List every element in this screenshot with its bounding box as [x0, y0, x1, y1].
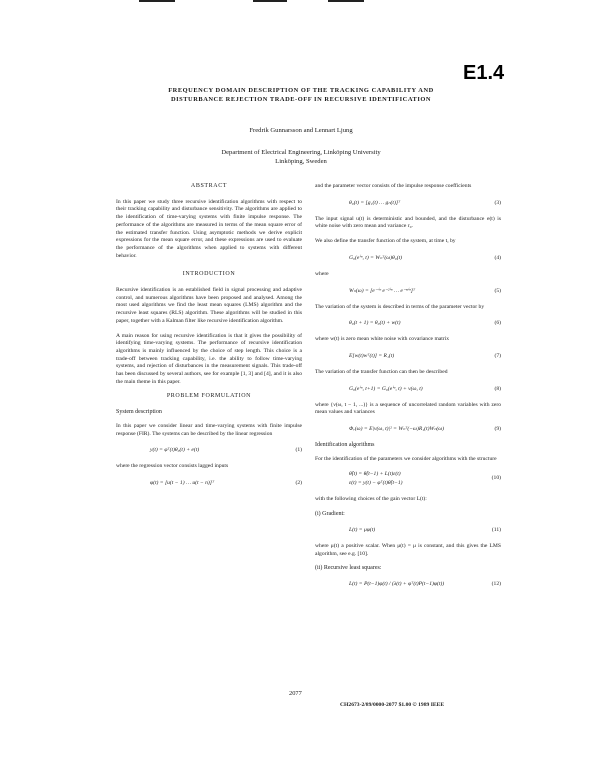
right-column: [315, 183, 501, 597]
right-paragraph-4: where: [315, 270, 329, 277]
equation-9: [315, 424, 501, 436]
right-paragraph-5: The variation of the system is described in terms of the parameter vector by: [315, 303, 485, 310]
equation-2: [116, 478, 302, 490]
equation-10-number: (10): [491, 475, 501, 482]
system-description-heading: System description: [116, 409, 162, 416]
gradient-heading: (i) Gradient:: [315, 511, 345, 518]
session-code: E1.4: [463, 62, 505, 84]
right-paragraph-8: where {ν(ω, t − 1, ...)} is a sequence of uncorrelated random variables with zero mean values and variances: [315, 401, 501, 416]
equation-8-body: G₀(eⁱʷ, t+1) = G₀(eⁱʷ, t) + ν(ω, t): [349, 385, 423, 392]
top-rule-left: [139, 0, 175, 2]
equation-1-number: (1): [295, 447, 302, 454]
problem-heading: PROBLEM FORMULATION: [166, 393, 252, 400]
right-paragraph-6: where w(t) is zero mean white noise with covariance matrix: [315, 336, 450, 343]
equation-10b-body: ε(t) = y(t) − φᵀ(t)θ̂(t−1): [349, 480, 403, 487]
equation-12: [315, 579, 501, 591]
right-paragraph-2: The input signal u(t) is deterministic and bounded, and the disturbance e(t) is white noise with zero mean and variance r₀.: [315, 215, 501, 230]
right-paragraph-9: For the identification of the parameters we consider algorithms with the structure: [315, 455, 497, 462]
algorithms-heading: Identification algorithms: [315, 442, 375, 449]
affiliation-line-1: Department of Electrical Engineering, Linköping University: [221, 149, 381, 156]
equation-8: [315, 384, 501, 396]
equation-11: [315, 525, 501, 537]
equation-5-number: (5): [494, 287, 501, 294]
equation-12-number: (12): [491, 580, 501, 587]
page-number: 2077: [289, 690, 302, 697]
affiliation: [120, 148, 482, 166]
equation-7-body: E[w(t)wᵀ(t)] = R₁(t): [349, 352, 395, 359]
top-rule-mid: [253, 0, 287, 2]
right-paragraph-10: with the following choices of the gain vector L(t):: [315, 496, 427, 503]
equation-10: [315, 470, 501, 490]
authors: Fredrik Gunnarsson and Lennart Ljung: [249, 127, 353, 134]
title-line-2: DISTURBANCE REJECTION TRADE-OFF IN RECURSIVE IDENTIFICATION: [170, 96, 432, 103]
abstract-heading: ABSTRACT: [190, 183, 228, 189]
affiliation-line-2: Linköping, Sweden: [275, 158, 327, 165]
introduction-heading: INTRODUCTION: [182, 271, 236, 278]
equation-5-body: Wₙ(ω) = [e⁻ⁱʷ e⁻²ⁱʷ … e⁻ⁿⁱʷ]ᵀ: [349, 287, 416, 294]
equation-9-body: Φᵥ(ω) = E|ν(ω, t)|² = Wₙᵀ(−ω)R₁(t)Wₙ(ω): [349, 426, 445, 433]
equation-4-number: (4): [494, 254, 501, 261]
equation-2-body: φ(t) = [u(t − 1) … u(t − n)]ᵀ: [150, 479, 215, 486]
equation-7: [315, 351, 501, 363]
intro-paragraph-2: A main reason for using recursive identification is that it gives the possibility of identifying time-varying systems. The performance of recursive identification algorithms is mainly influenced by the choice of step length. This choice is a trade-off between tracking capability, i.e. the ability to follow time-varying systems, and rejection of disturbances in the measurement signals. This trade-off has been discussed by several authors, see for example [1, 3] and [4], and it is also the main theme in this paper.: [116, 332, 302, 385]
system-paragraph-1: In this paper we consider linear and time-varying systems with finite impulse response (FIR). The systems can be described by the linear regression: [116, 422, 302, 437]
equation-9-number: (9): [494, 426, 501, 433]
equation-8-number: (8): [494, 385, 501, 392]
intro-paragraph-1: Recursive identification is an established field in signal processing and adaptive control, and numerous algorithms have been proposed and analysed. Among the most used algorithms we find the least mean squares (LMS) algorithm and the recursive least squares (RLS) algorithm. These algorithms will be studied in this paper, together with a Kalman filter like recursive identification algorithm.: [116, 287, 302, 324]
equation-11-body: L(t) = μφ(t): [349, 526, 376, 533]
equation-4-body: G₀(eⁱʷ, t) = Wₙᵀ(ω)θ₀(t): [349, 254, 402, 261]
system-paragraph-2: where the regression vector consists lagged inputs: [116, 463, 229, 470]
paper-title: [120, 86, 482, 104]
rls-heading: (ii) Recursive least squares:: [315, 565, 382, 572]
equation-3-body: θ₀(t) = [g₁(t) … gₙ(t)]ᵀ: [349, 199, 401, 206]
equation-3-number: (3): [494, 199, 501, 206]
equation-12-body: L(t) = P(t−1)φ(t) / (λ(t) + φᵀ(t)P(t−1)φ(t)): [349, 580, 445, 587]
right-paragraph-3: We also define the transfer function of the system, at time t, by: [315, 238, 456, 245]
title-line-1: FREQUENCY DOMAIN DESCRIPTION OF THE TRACKING CAPABILITY AND: [168, 87, 434, 94]
equation-11-number: (11): [491, 526, 501, 533]
equation-5: [315, 286, 501, 298]
equation-1-body: y(t) = φᵀ(t)θ₀(t) + e(t): [150, 447, 200, 454]
copyright-line: CH2673-2/89/0000-2077 $1.00 © 1989 IEEE: [340, 702, 445, 708]
abstract-text: In this paper we study three recursive identification algorithms with respect to their tracking capability and disturbance sensitivity. The algorithms are applied to the identification of time-varying systems with finite impulse response. The performance of the algorithms are measured in terms of the mean square error of the estimated transfer function. Using asymptotic methods we derive explicit expressions for the mean square error, and these expressions are used to evaluate the performance of the algorithms when applied to systems with different behavior.: [116, 198, 302, 259]
equation-1: [116, 445, 302, 457]
right-paragraph-11: where μ(t) a positive scalar. When μ(t) = μ is constant, and this gives the LMS algorithm, see e.g. [10].: [315, 542, 501, 557]
equation-6-number: (6): [494, 320, 501, 327]
equation-6-body: θ₀(t + 1) = θ₀(t) + w(t): [349, 320, 401, 327]
left-column: [116, 183, 302, 496]
equation-6: [315, 318, 501, 330]
equation-7-number: (7): [494, 352, 501, 359]
equation-10a-body: θ̂(t) = θ̂(t−1) + L(t)ε(t): [349, 471, 401, 478]
top-rule-right: [328, 0, 364, 2]
equation-4: [315, 253, 501, 265]
equation-3: [315, 198, 501, 210]
right-paragraph-7: The variation of the transfer function can then be described: [315, 368, 448, 375]
equation-2-number: (2): [295, 479, 302, 486]
right-paragraph-1: and the parameter vector consists of the impulse response coefficients: [315, 183, 472, 189]
